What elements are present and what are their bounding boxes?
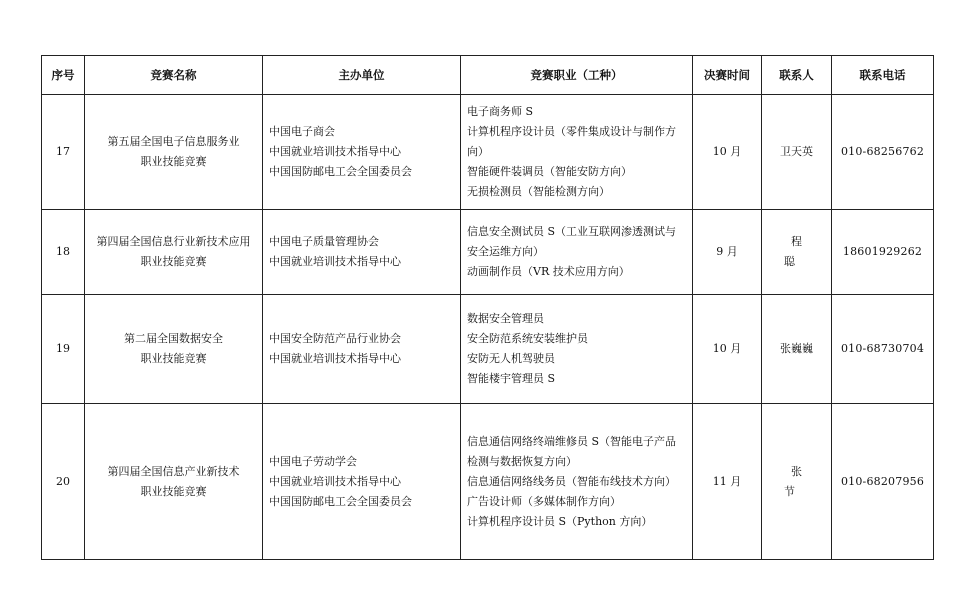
occupation-line: 向） xyxy=(467,145,489,158)
header-name: 竞赛名称 xyxy=(85,56,263,95)
final-time-cell: 9 月 xyxy=(693,210,762,295)
competition-name-line: 第二届全国数据安全 xyxy=(124,332,223,345)
competition-name-line: 第四届全国信息产业新技术 xyxy=(107,464,240,478)
occupation-line: 电子商务师 S xyxy=(467,105,534,118)
contact-cell xyxy=(762,404,832,560)
organizer-cell xyxy=(263,295,461,404)
occupation-line: 信息安全测试员 S（工业互联网渗透测试与 xyxy=(467,225,677,238)
contact-cell: 卫天英 xyxy=(762,95,832,210)
occupation-line: 计算机程序设计员 S（Python 方向） xyxy=(467,514,653,528)
occupation-line: 数据安全管理员 xyxy=(467,312,544,325)
table-row xyxy=(42,95,934,210)
header-phone: 联系电话 xyxy=(832,56,934,95)
header-organizer: 主办单位 xyxy=(263,56,461,95)
organizer-line: 中国就业培训技术指导中心 xyxy=(269,474,401,488)
competition-name-cell xyxy=(85,95,263,210)
row-seq: 20 xyxy=(42,404,85,560)
occupation-line: 信息通信网络线务员（智能布线技术方向） xyxy=(467,474,676,488)
contact-cell: 张巍巍 xyxy=(762,295,832,404)
occupation-cell xyxy=(461,210,693,295)
organizer-cell xyxy=(263,210,461,295)
header-row xyxy=(42,56,934,95)
competition-name-line: 第四届全国信息行业新技术应用 xyxy=(96,235,251,248)
occupation-line: 安防无人机驾驶员 xyxy=(467,352,555,365)
final-time-cell: 10 月 xyxy=(693,95,762,210)
row-seq: 18 xyxy=(42,210,85,295)
organizer-line: 中国就业培训技术指导中心 xyxy=(269,145,401,158)
organizer-cell xyxy=(263,95,461,210)
header-seq: 序号 xyxy=(42,56,85,95)
occupation-line: 无损检测员（智能检测方向） xyxy=(467,185,610,198)
contact-cell xyxy=(762,210,832,295)
competition-name-line: 职业技能竞赛 xyxy=(140,255,207,268)
header-occupation: 竞赛职业（工种） xyxy=(461,56,693,95)
organizer-line: 中国电子商会 xyxy=(269,125,335,138)
occupation-line: 安全防范系统安装维护员 xyxy=(467,332,588,345)
phone-cell: 010-68730704 xyxy=(832,295,934,404)
organizer-cell xyxy=(263,404,461,560)
phone-cell: 010-68256762 xyxy=(832,95,934,210)
organizer-line: 中国安全防范产品行业协会 xyxy=(269,332,401,345)
occupation-line: 计算机程序设计员（零件集成设计与制作方 xyxy=(467,125,676,138)
occupation-line: 动画制作员（VR 技术应用方向） xyxy=(467,265,630,278)
competition-name-cell xyxy=(85,295,263,404)
competition-name-line: 职业技能竞赛 xyxy=(140,155,207,168)
phone-cell: 18601929262 xyxy=(832,210,934,295)
organizer-line: 中国就业培训技术指导中心 xyxy=(269,255,401,268)
occupation-line: 信息通信网络终端维修员 S（智能电子产品 xyxy=(467,434,677,448)
competition-table xyxy=(41,55,934,560)
occupation-line: 智能楼宇管理员 S xyxy=(467,372,556,385)
competition-name-cell xyxy=(85,210,263,295)
contact-name: 程聪 xyxy=(784,235,816,268)
phone-cell: 010-68207956 xyxy=(832,404,934,560)
occupation-line: 安全运维方向） xyxy=(467,245,544,258)
occupation-cell xyxy=(461,404,693,560)
row-seq: 17 xyxy=(42,95,85,210)
table-row xyxy=(42,404,934,560)
competition-name-line: 职业技能竞赛 xyxy=(140,352,207,365)
final-time-cell: 11 月 xyxy=(693,404,762,560)
contact-name: 张节 xyxy=(784,464,816,498)
organizer-line: 中国就业培训技术指导中心 xyxy=(269,352,401,365)
competition-name-line: 第五届全国电子信息服务业 xyxy=(107,135,240,148)
header-final-time: 决赛时间 xyxy=(693,56,762,95)
organizer-line: 中国国防邮电工会全国委员会 xyxy=(269,494,412,508)
organizer-line: 中国电子质量管理协会 xyxy=(269,235,379,248)
row-seq: 19 xyxy=(42,295,85,404)
occupation-cell xyxy=(461,295,693,404)
occupation-line: 智能硬件装调员（智能安防方向） xyxy=(467,165,632,178)
table-row xyxy=(42,295,934,404)
organizer-line: 中国电子劳动学会 xyxy=(269,454,357,468)
occupation-line: 检测与数据恢复方向） xyxy=(467,454,577,468)
occupation-line: 广告设计师（多媒体制作方向） xyxy=(467,494,621,508)
final-time-cell: 10 月 xyxy=(693,295,762,404)
competition-name-cell xyxy=(85,404,263,560)
header-contact: 联系人 xyxy=(762,56,832,95)
occupation-cell xyxy=(461,95,693,210)
organizer-line: 中国国防邮电工会全国委员会 xyxy=(269,165,412,178)
competition-name-line: 职业技能竞赛 xyxy=(140,484,207,498)
table-row xyxy=(42,210,934,295)
